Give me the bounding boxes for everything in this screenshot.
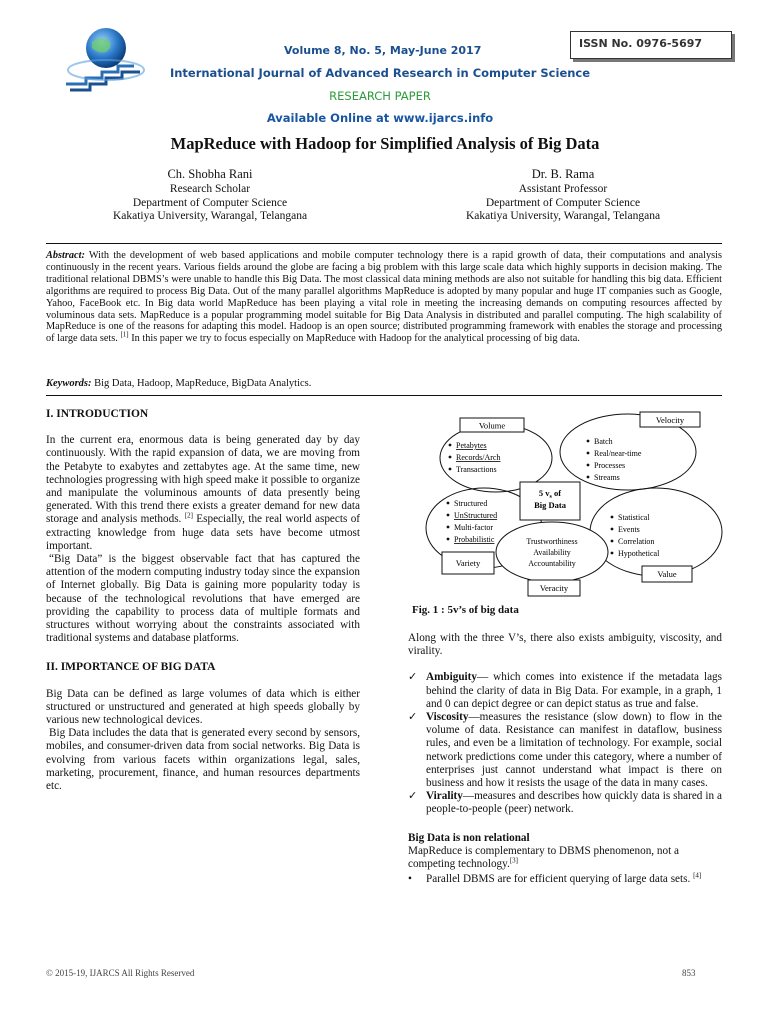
figure-caption: Fig. 1 : 5v’s of big data [412,604,519,616]
variety-item: Probabilistic [454,535,495,544]
intro-paragraph-1: In the current era, enormous data is being generated day by day continuously. With the rapid expansion of data, we are moving from the Petabyte to exabytes and zettabytes age. At the same time, new technologies progressing with high speed make it possible to organize and manipulate the voluminous amounts of data presently being generated. With this trend there exists a greater demand for new data storage and analysis methods. [2] Especially, the real world aspects of extracting knowledge from huge data sets have become utmost important. [46,434,361,552]
value-item: Hypothetical [618,549,660,558]
author-1-role: Research Scholar [169,183,251,195]
page-number: 853 [682,968,696,978]
center-line-1: 5 $v_s$ of [538,488,562,500]
value-item: Correlation [618,537,655,546]
keywords-rule [46,395,722,396]
check-icon: ✓ [408,711,418,724]
veracity-item: Availability [533,548,571,557]
velocity-bullet-icon [587,452,590,455]
nonrelational-text: MapReduce is complementary to DBMS phenomenon, not a competing technology.[3] [408,844,679,871]
variety-item: UnStructured [454,511,498,520]
paper-title: MapReduce with Hadoop for Simplified Analysis of Big Data [170,134,600,153]
author-2 [413,166,713,224]
ref-3: [3] [509,856,518,865]
value-ellipse [590,488,722,576]
vs-paragraph: Along with the three V’s, there also exists ambiguity, viscosity, and virality. [408,632,722,658]
issn-number: ISSN No. 0976-5697 [579,37,703,50]
variety-item: Multi-factor [454,523,494,532]
veracity-item: Trustworthiness [526,537,578,546]
author-1 [60,166,360,224]
check-icon: ✓ [408,671,418,684]
veracity-label: Veracity [539,583,569,593]
velocity-item: Real/near-time [594,449,642,458]
keywords-text: Big Data, Hadoop, MapReduce, BigData Analytics. [94,378,312,389]
bullet-icon: • [408,873,412,886]
author-2-dept: Department of Computer Science [485,196,641,209]
intro-paragraph-2: “Big Data” is the biggest observable fact that has captured the attention of the modern computing industry today since the expansion of Internet globally. Big Data is gaining more popularity today is because of the technological revolutions that have emerged are providing the capability to process data of multiple formats and structures without worrying about the constraints associated with traditional systems and database platforms. [46,553,360,645]
veracity-item: Accountability [528,559,576,568]
footer-copyright: © 2015-19, IJARCS All Rights Reserved [46,968,195,978]
velocity-bullet-icon [587,476,590,479]
abstract-tail: In this paper we try to focus especially on MapReduce with Hadoop for the analytical processing of big data. [131,333,580,345]
variety-bullet-icon [447,514,450,517]
velocity-item: Streams [594,473,620,482]
figure-5vs [412,408,726,598]
center-line-2: Big Data [534,500,566,510]
value-item: Statistical [618,513,650,522]
abstract-label: Abstract: [46,250,85,261]
author-2-name: Dr. B. Rama [531,167,595,181]
abstract-ref: [1] [120,330,129,339]
velocity-bullet-icon [587,464,590,467]
section-2-heading: II. IMPORTANCE OF BIG DATA [46,661,216,674]
issn-box [570,31,732,59]
value-bullet-icon [611,528,614,531]
value-item: Events [618,525,640,534]
value-label: Value [657,569,677,579]
volume-info: Volume 8, No. 5, May-June 2017 [284,44,482,57]
volume-item: Records/Arch [456,453,501,462]
ref-4: [4] [693,871,702,880]
left-column [46,408,360,793]
right-column [408,632,722,886]
paper-type: RESEARCH PAPER [329,89,431,103]
check-icon: ✓ [408,790,418,803]
keywords [46,378,722,389]
abstract-text: With the development of web based applications and mobile computer technology there is a rapid growth of data, their computations and analysis continuously in the recent years. Various fields around the globe are facing a big problem with this large scale data which highly supports in decision making. The traditional relational DBMS’s were unable to handle this Big Data. The most classical data mining methods are also not suitable for handling this big data. Efficient algorithms are required to process Big Data. Out of the many parallel algorithms MapReduce is adopted by many popular and huge IT companies such as Google, Yahoo, FaceBook etc. In Big data world MapReduce has been playing a vital role in meeting the increasing demands on computing resources affected by voluminous data sets. MapReduce is a popular programming model suitable for Big Data Analysis in distributed and parallel computing. The high scalability of MapReduce is one of the reasons for adapting this model. Hadoop is an open source; distributed programming framework with enables the storage and processing of large data sets. [46,250,722,345]
virality-item: ✓ Virality—measures and describes how quickly data is shared in a people-to-people (peer) network. [408,790,722,816]
author-1-dept: Department of Computer Science [132,196,288,209]
nonrelational-heading: Big Data is non relational [408,831,530,844]
abstract-rule [46,243,722,244]
velocity-label: Velocity [655,415,685,425]
ambiguity-item: ✓ Ambiguity— which comes into existence if the metadata lags behind the clarity of data in Big Data. For example, in a graph, 1 and 0 can depict degree or can depict status as true and false. [408,671,722,710]
velocity-item: Batch [594,437,613,446]
author-1-univ: Kakatiya University, Warangal, Telangana [112,210,308,222]
value-bullet-icon [611,540,614,543]
section-1-heading: I. INTRODUCTION [46,408,149,420]
ref-2: [2] [184,511,193,520]
variety-bullet-icon [447,538,450,541]
volume-bullet-icon [449,456,452,459]
variety-item: Structured [454,499,488,508]
importance-paragraph-2: Big Data includes the data that is generated every second by sensors, mobiles, and consumer-driven data from social networks. Big Data is evolving from various facets within organizations legal, sales, marketing, procurement, finance, and human resources departments etc. [46,727,360,793]
variety-bullet-icon [447,526,450,529]
velocity-bullet-icon [587,440,590,443]
author-2-role: Assistant Professor [518,183,608,195]
volume-label: Volume [478,420,506,431]
volume-bullet-icon [449,468,452,471]
author-1-name: Ch. Shobha Rani [167,167,253,181]
viscosity-item: ✓ Viscosity—measures the resistance (slow down) to flow in the volume of data. Resistance can manifest in dataflow, business rules, and even be a limitation of technology. For example, social network predictions come under this category, where a number of enterprises just cannot understand what impact is there on business and how it resists the usage of the data in many cases. [408,711,722,790]
volume-bullet-icon [449,444,452,447]
abstract [46,250,722,345]
volume-item: Transactions [456,465,497,474]
journal-logo [62,24,150,98]
velocity-item: Processes [594,461,626,470]
author-2-univ: Kakatiya University, Warangal, Telangana [465,210,661,222]
variety-bullet-icon [447,502,450,505]
value-bullet-icon [611,552,614,555]
parallel-dbms-item: • Parallel DBMS are for efficient querying of large data sets. [4] [408,871,702,886]
value-bullet-icon [611,516,614,519]
online-url: Available Online at www.ijarcs.info [266,111,494,125]
variety-label: Variety [455,558,481,568]
importance-paragraph-1: Big Data can be defined as large volumes of data which is either structured or unstructured and generated at high speeds globally by various new technological devices. [46,687,360,727]
volume-item: Petabytes [456,441,487,450]
journal-name: International Journal of Advanced Research in Computer Science [169,66,591,80]
keywords-label: Keywords: [46,378,92,389]
